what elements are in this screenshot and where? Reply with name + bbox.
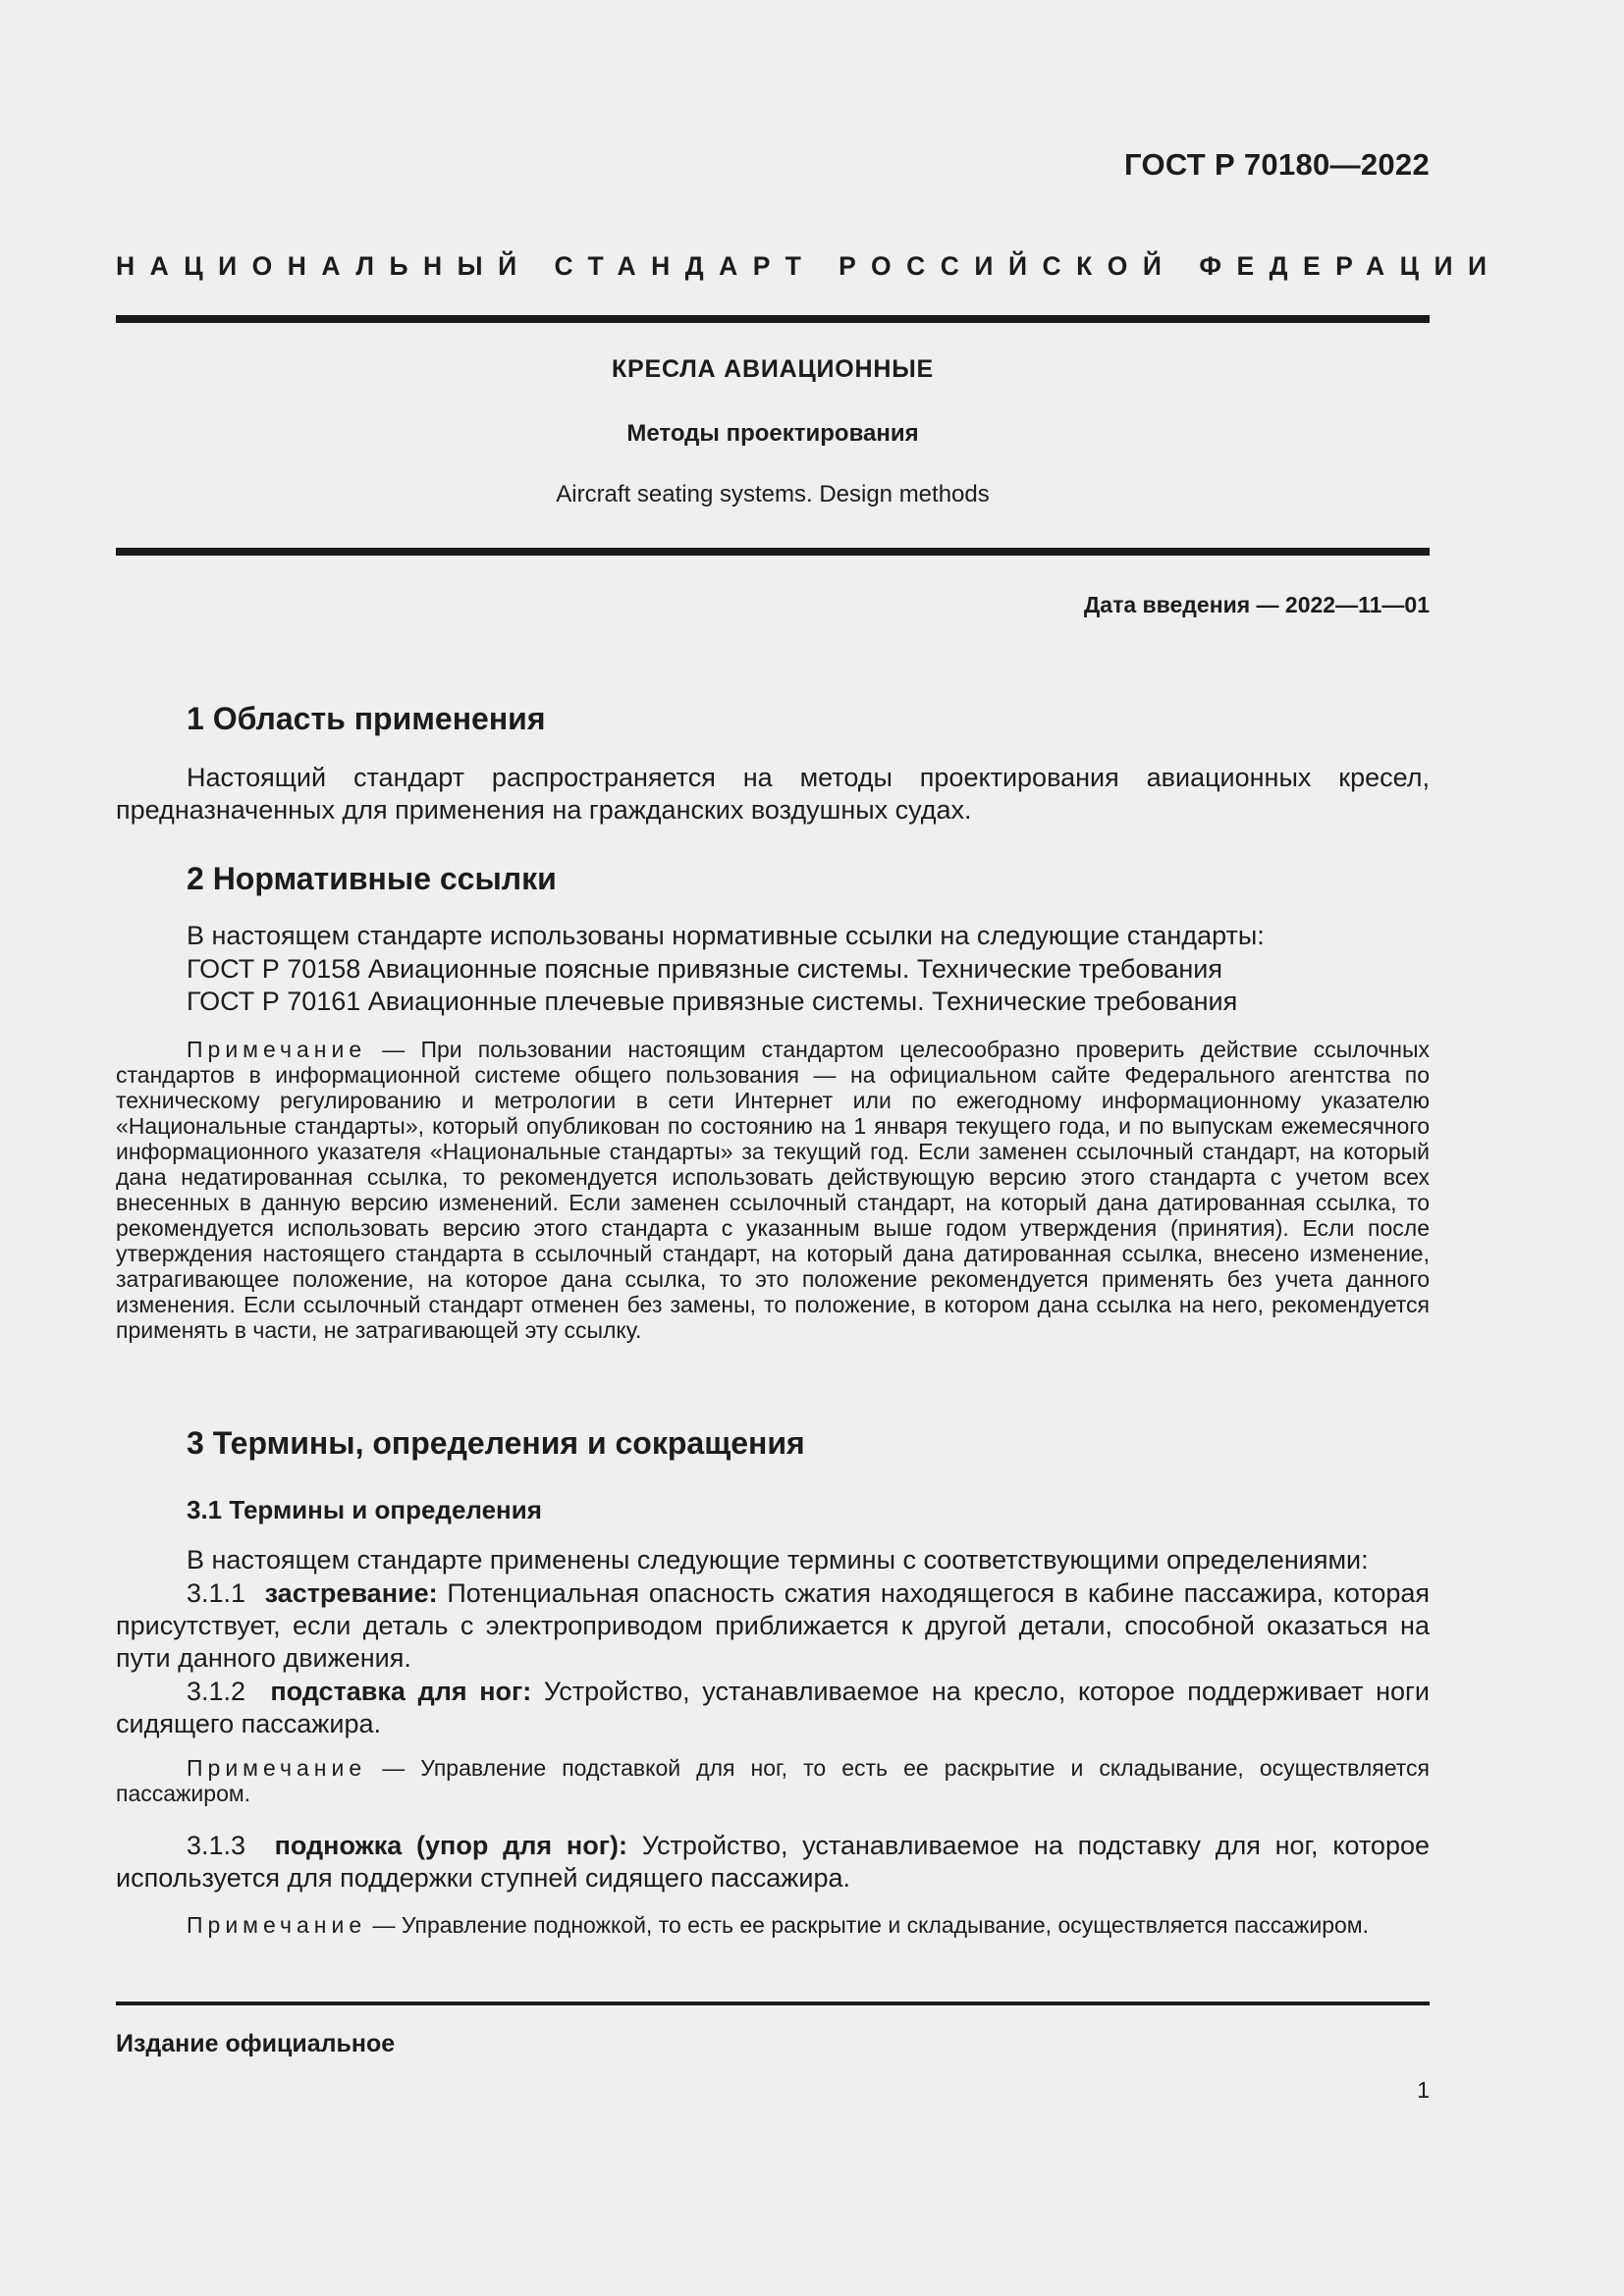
- top-rule: [116, 315, 1430, 323]
- term-3-1-3: [116, 1830, 1430, 1895]
- standard-subtitle: Методы проектирования: [626, 420, 919, 447]
- note-label: Примечание: [187, 1912, 367, 1938]
- english-title: Aircraft seating systems. Design methods: [556, 481, 990, 507]
- section-2-heading: 2 Нормативные ссылки: [187, 861, 557, 896]
- footer-rule: [116, 2002, 1430, 2005]
- subsection-3-1-heading: 3.1 Термины и определения: [187, 1495, 542, 1524]
- page-number: 1: [1417, 2077, 1430, 2103]
- term-number: 3.1.1: [187, 1578, 246, 1608]
- term-definition: Устройство, устанавливаемое на кресло, которое поддерживает ноги сидящего пассажира.: [116, 1677, 1430, 1738]
- term-3-1-3-note: [116, 1912, 1430, 1938]
- term-name: подножка (упор для ног):: [274, 1831, 627, 1860]
- document-number: ГОСТ Р 70180—2022: [1124, 147, 1430, 182]
- section-2-intro: В настоящем стандарте использованы нормативные ссылки на следующие стандарты:: [187, 921, 1265, 950]
- reference-2: ГОСТ Р 70161 Авиационные плечевые привязные системы. Технические требования: [187, 987, 1238, 1016]
- term-definition: Потенциальная опасность сжатия находящегося в кабине пассажира, которая присутствует, если деталь с электроприводом приближается к другой детали, способной оказаться на пути данного движения.: [116, 1578, 1430, 1673]
- section-1-heading: 1 Область применения: [187, 701, 546, 736]
- note-label: Примечание: [187, 1037, 367, 1062]
- title-rule: [116, 548, 1430, 556]
- term-name: застревание:: [264, 1578, 438, 1608]
- section-1-body: Настоящий стандарт распространяется на методы проектирования авиационных кресел, предназначенных для применения на гражданских воздушных судах.: [116, 763, 1430, 825]
- section-2-note: [116, 1037, 1430, 1343]
- term-definition: Устройство, устанавливаемое на подставку для ног, которое используется для поддержки ступней сидящего пассажира.: [116, 1831, 1430, 1893]
- official-edition-label: Издание официальное: [116, 2030, 396, 2057]
- section-1-text: [116, 762, 1430, 827]
- national-standard-banner: НАЦИОНАЛЬНЫЙ СТАНДАРТ РОССИЙСКОЙ ФЕДЕРАЦИИ: [116, 251, 1502, 281]
- reference-1: ГОСТ Р 70158 Авиационные поясные привязные системы. Технические требования: [187, 954, 1223, 984]
- note-text: — Управление подставкой для ног, то есть ее раскрытие и складывание, осуществляется пассажиром.: [116, 1755, 1430, 1806]
- term-number: 3.1.2: [187, 1677, 246, 1706]
- section-3-intro: В настоящем стандарте применены следующие термины с соответствующими определениями:: [187, 1545, 1369, 1575]
- introduction-date: Дата введения — 2022—11—01: [1083, 592, 1430, 617]
- note-text: — Управление подножкой, то есть ее раскрытие и складывание, осуществляется пассажиром.: [366, 1912, 1370, 1938]
- note-text: — При пользовании настоящим стандартом целесообразно проверить действие ссылочных стандартов в информационной системе общего пользования — на официальном сайте Федерального агентства по техническому регулированию и метрологии в сети Интернет или по ежегодному информационному указателю «Национальные стандарты», который опубликован по состоянию на 1 января текущего года, и по выпускам ежемесячного информационного указателя «Национальные стандарты» за текущий год. Если заменен ссылочный стандарт, на который дана недатированная ссылка, то рекомендуется использовать действующую версию этого стандарта с учетом всех внесенных в данную версию изменений. Если заменен ссылочный стандарт, на который дана датированная ссылка, то рекомендуется использовать версию этого стандарта с указанным выше годом утверждения (принятия). Если после утверждения настоящего стандарта в ссылочный стандарт, на который дана датированная ссылка, внесено изменение, затрагивающее положение, на которое дана ссылка, то это положение рекомендуется применять без учета данного изменения. Если ссылочный стандарт отменен без замены, то положение, в котором дана ссылка на него, рекомендуется применять в части, не затрагивающей эту ссылку.: [116, 1037, 1430, 1343]
- term-3-1-1: [116, 1577, 1430, 1675]
- term-3-1-2-note: [116, 1755, 1430, 1806]
- term-number: 3.1.3: [187, 1831, 246, 1860]
- term-name: подставка для ног:: [270, 1677, 532, 1706]
- section-3-heading: 3 Термины, определения и сокращения: [187, 1425, 805, 1461]
- note-label: Примечание: [187, 1755, 367, 1781]
- term-3-1-2: [116, 1676, 1430, 1740]
- standard-title: КРЕСЛА АВИАЦИОННЫЕ: [611, 355, 935, 383]
